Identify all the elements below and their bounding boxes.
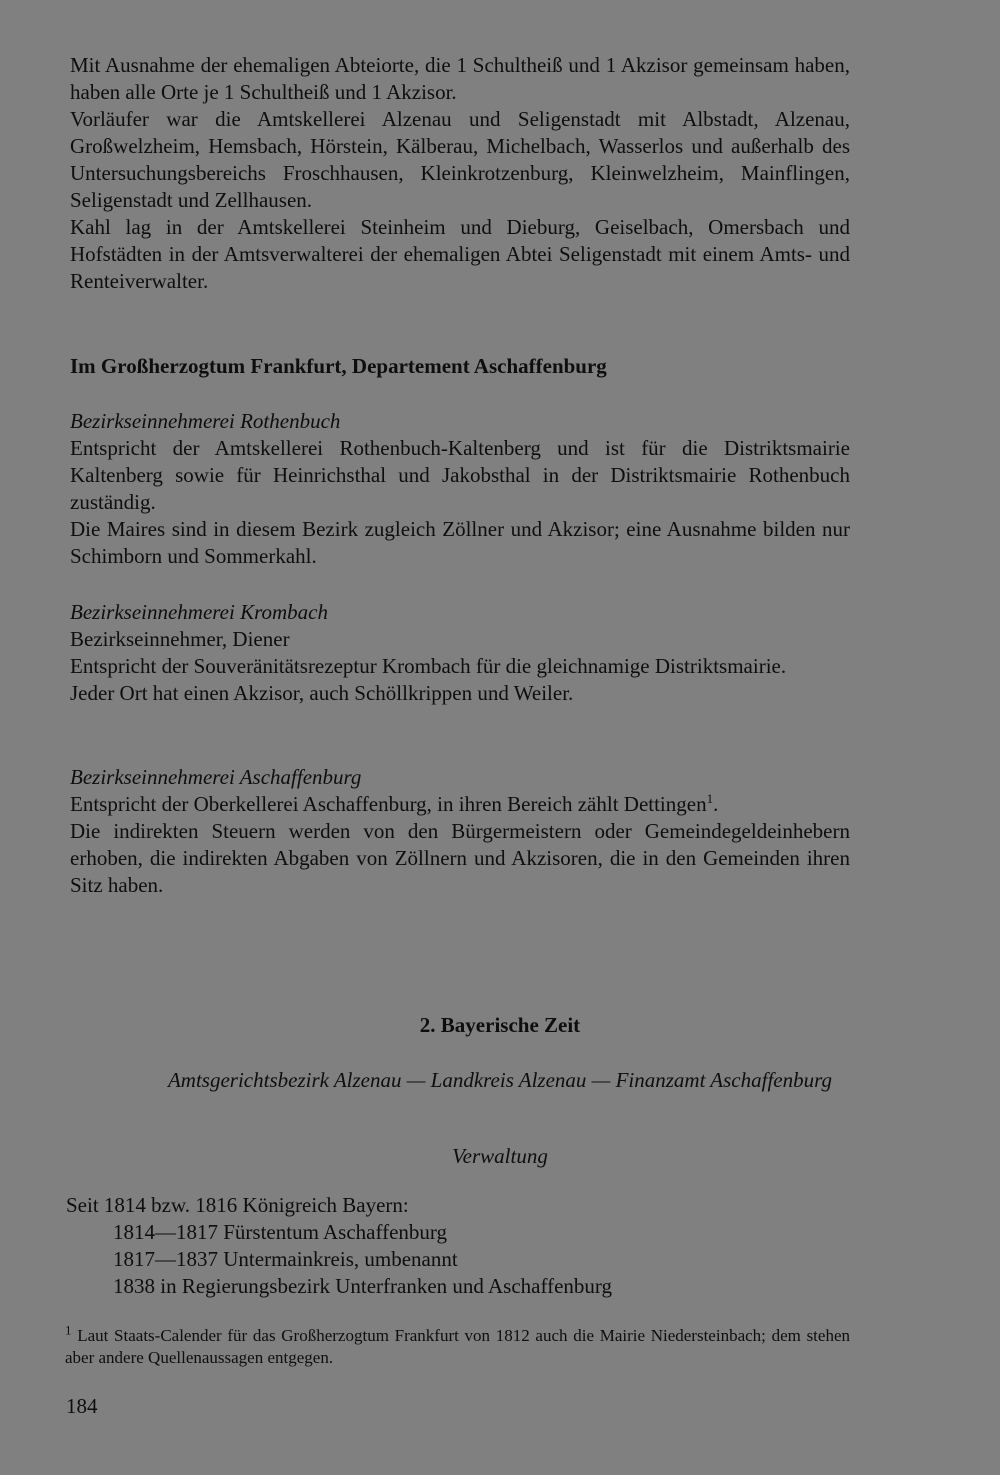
verwaltung-list-item: 1838 in Regierungsbezirk Unterfranken und Aschaffenburg xyxy=(113,1274,613,1298)
intro-paragraph-1: Mit Ausnahme der ehemaligen Abteiorte, die 1 Schultheiß und 1 Akzisor gemeinsam haben, haben alle Orte je 1 Schultheiß und 1 Akzisor. xyxy=(70,53,850,104)
rothenbuch-paragraph-1: Entspricht der Amtskellerei Rothenbuch-Kaltenberg und ist für die Distriktsmairie Kaltenberg sowie für Heinrichsthal und Jakobsthal in der Distriktsmairie Rothenbuch zuständig. xyxy=(70,436,850,514)
footnote-number: 1 xyxy=(65,1322,72,1338)
krombach-block xyxy=(70,599,850,707)
aschaffenburg-title: Bezirkseinnehmerei Aschaffenburg xyxy=(70,765,362,789)
rothenbuch-title: Bezirkseinnehmerei Rothenbuch xyxy=(70,409,341,433)
footnote-paragraph xyxy=(65,1322,850,1369)
rothenbuch-paragraph-2: Die Maires sind in diesem Bezirk zugleich Zöllner und Akzisor; eine Ausnahme bilden nur Schimborn und Sommerkahl. xyxy=(70,517,850,568)
aschaffenburg-paragraph-1-text: Entspricht der Oberkellerei Aschaffenburg, in ihren Bereich zählt Dettingen xyxy=(70,792,707,816)
aschaffenburg-paragraph-2: Die indirekten Steuern werden von den Bürgermeistern oder Gemeindegeldeinhebern erhoben, die indirekten Abgaben von Zöllnern und Akzisoren, die in den Gemeinden ihren Sitz haben. xyxy=(70,819,850,897)
krombach-paragraph-2: Entspricht der Souveränitätsrezeptur Krombach für die gleichnamige Distriktsmairie. xyxy=(70,654,787,678)
page-number: 184 xyxy=(66,1394,98,1418)
aschaffenburg-paragraph-1 xyxy=(70,791,850,818)
verwaltung-list-item: 1817—1837 Untermainkreis, umbenannt xyxy=(113,1247,458,1271)
intro-paragraph-3: Kahl lag in der Amtskellerei Steinheim und Dieburg, Geiselbach, Omersbach und Hofstädten in der Amtsverwalterei der ehemaligen Abtei Seligenstadt mit einem Amts- und Renteiverwalter. xyxy=(70,215,850,293)
section-heading-frankfurt: Im Großherzogtum Frankfurt, Departement Aschaffenburg xyxy=(70,354,607,378)
footnote xyxy=(65,1322,850,1369)
aschaffenburg-paragraph-1-end: . xyxy=(713,792,719,816)
verwaltung-list-item: 1814—1817 Fürstentum Aschaffenburg xyxy=(113,1220,448,1244)
krombach-paragraph-1: Bezirkseinnehmer, Diener xyxy=(70,627,290,651)
aschaffenburg-block xyxy=(70,764,850,899)
rothenbuch-block xyxy=(70,408,850,570)
footnote-text: Laut Staats-Calender für das Großherzogtum Frankfurt von 1812 auch die Mairie Niedersteinbach; dem stehen aber andere Quellenaussagen entgegen. xyxy=(65,1326,850,1367)
section-subheading-bayern: Amtsgerichtsbezirk Alzenau — Landkreis Alzenau — Finanzamt Aschaffenburg xyxy=(167,1068,832,1092)
footnote-mark: 1 xyxy=(706,791,714,806)
intro-paragraph-2: Vorläufer war die Amtskellerei Alzenau und Seligenstadt mit Albstadt, Alzenau, Großwelzheim, Hemsbach, Hörstein, Kälberau, Michelbach, Wasserlos und außerhalb des Untersuchungsbereichs Froschhausen, Kleinkrotzenburg, Kleinwelzheim, Mainflingen, Seligenstadt und Zellhausen. xyxy=(70,107,850,212)
intro-block xyxy=(70,52,850,295)
krombach-title: Bezirkseinnehmerei Krombach xyxy=(70,600,328,624)
krombach-paragraph-3: Jeder Ort hat einen Akzisor, auch Schöllkrippen und Weiler. xyxy=(70,681,574,705)
section-heading-bayern: 2. Bayerische Zeit xyxy=(419,1013,581,1037)
verwaltung-block xyxy=(66,1192,846,1300)
verwaltung-intro-line: Seit 1814 bzw. 1816 Königreich Bayern: xyxy=(66,1193,409,1217)
verwaltung-title: Verwaltung xyxy=(452,1144,548,1168)
